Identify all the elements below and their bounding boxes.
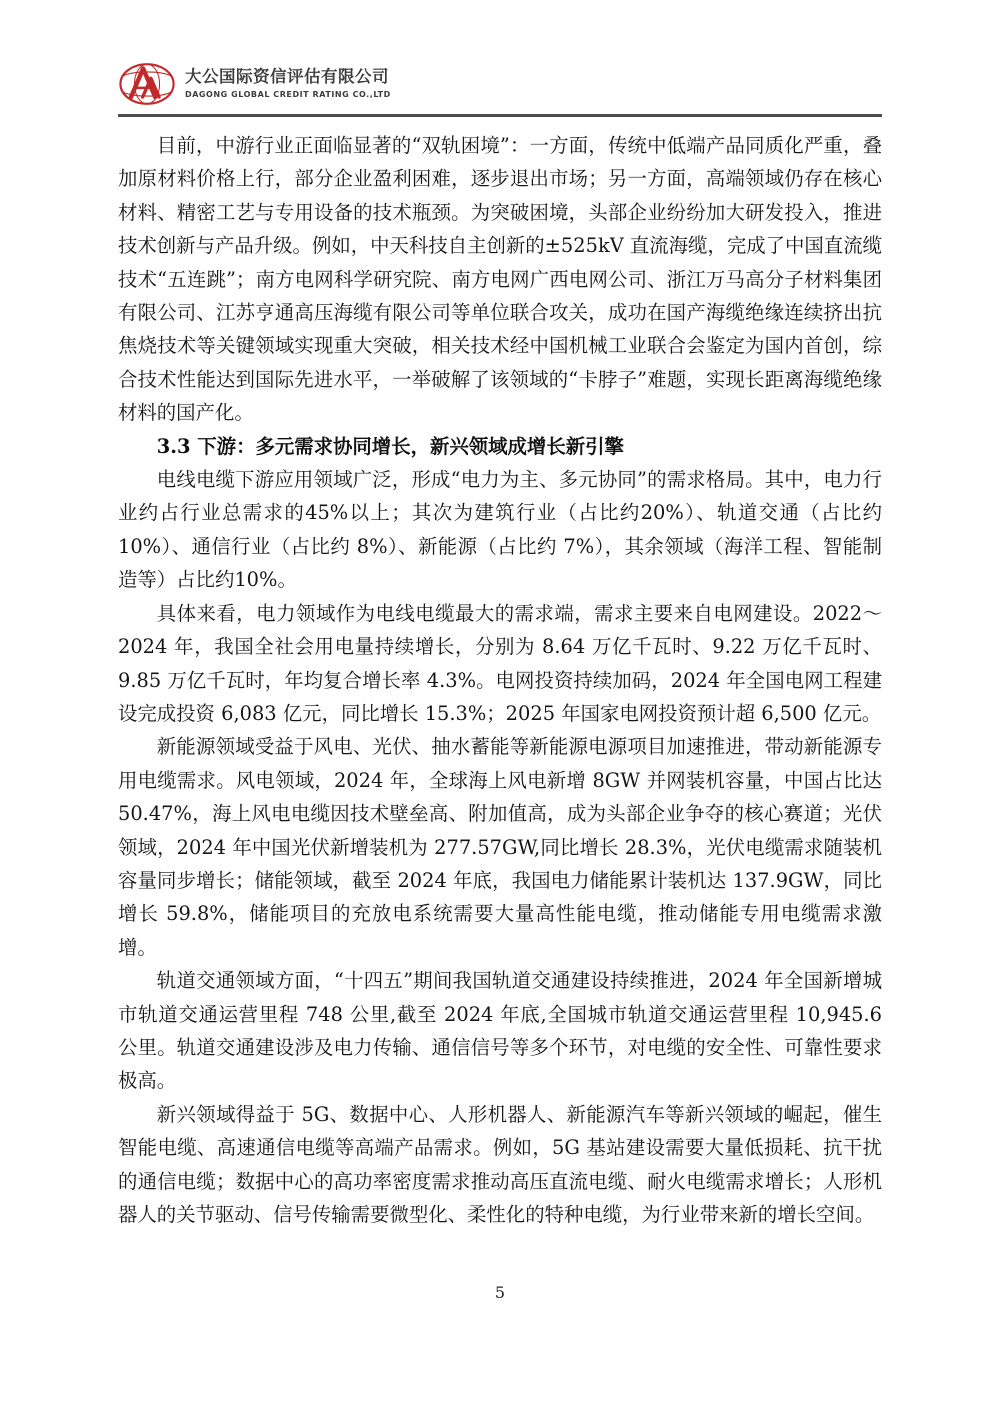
paragraph-power-grid: 具体来看，电力领域作为电线电缆最大的需求端，需求主要来自电网建设。2022～2024 年，我国全社会用电量持续增长，分别为 8.64 万亿千瓦时、9.22 万亿千瓦时、9.85 万亿千瓦时，年均复合增长率 4.3%。电网投资持续加码，2024 年全国电网工程建设完成投资 6,083 亿元，同比增长 15.3%；2025 年国家电网投资预计超 6,500 亿元。	[118, 601, 882, 725]
section-heading-3-3: 3.3 下游：多元需求协同增长，新兴领域成增长新引擎	[156, 434, 624, 458]
document-body	[118, 129, 882, 1231]
letterhead	[118, 60, 882, 117]
dagong-logo-icon	[118, 61, 176, 107]
paragraph-midstream-dilemma: 目前，中游行业正面临显著的“双轨困境”：一方面，传统中低端产品同质化严重，叠加原材料价格上行，部分企业盈利困难，逐步退出市场；另一方面，高端领域仍存在核心材料、精密工艺与专用设备的技术瓶颈。为突破困境，头部企业纷纷加大研发投入，推进技术创新与产品升级。例如，中天科技自主创新的±525kV 直流海缆，完成了中国直流缆技术“五连跳”；南方电网科学研究院、南方电网广西电网公司、浙江万马高分子材料集团有限公司、江苏亨通高压海缆有限公司等单位联合攻关，成功在国产海缆绝缘连续挤出抗焦烧技术等关键领域实现重大突破，相关技术经中国机械工业联合会鉴定为国内首创，综合技术性能达到国际先进水平，一举破解了该领域的“卡脖子”难题，实现长距离海缆绝缘材料的国产化。	[118, 134, 882, 425]
page-footer	[0, 1283, 1000, 1302]
paragraph-rail-transit: 轨道交通领域方面，“十四五”期间我国轨道交通建设持续推进，2024 年全国新增城市轨道交通运营里程 748 公里,截至 2024 年底,全国城市轨道交通运营里程 10,945.6 公里。轨道交通建设涉及电力传输、通信信号等多个环节，对电缆的安全性、可靠性要求极高。	[118, 969, 882, 1093]
company-name-en: DAGONG GLOBAL CREDIT RATING CO.,LTD	[185, 89, 391, 99]
brand-block	[185, 68, 391, 99]
paragraph-emerging-fields: 新兴领域得益于 5G、数据中心、人形机器人、新能源汽车等新兴领域的崛起，催生智能电缆、高速通信电缆等高端产品需求。例如，5G 基站建设需要大量低损耗、抗干扰的通信电缆；数据中心的高功率密度需求推动高压直流电缆、耐火电缆需求增长；人形机器人的关节驱动、信号传输需要微型化、柔性化的特种电缆，为行业带来新的增长空间。	[118, 1102, 882, 1226]
company-name-cn: 大公国际资信评估有限公司	[185, 67, 389, 87]
paragraph-new-energy: 新能源领域受益于风电、光伏、抽水蓄能等新能源电源项目加速推进，带动新能源专用电缆需求。风电领域，2024 年，全球海上风电新增 8GW 并网装机容量，中国占比达 50.47%，海上风电电缆因技术壁垒高、附加值高，成为头部企业争夺的核心赛道；光伏领域，2024 年中国光伏新增装机为 277.57GW,同比增长 28.3%，光伏电缆需求随装机容量同步增长；储能领域，截至 2024 年底，我国电力储能累计装机达 137.9GW，同比增长 59.8%，储能项目的充放电系统需要大量高性能电缆，推动储能专用电缆需求激增。	[118, 735, 882, 959]
paragraph-demand-structure: 电线电缆下游应用领域广泛，形成“电力为主、多元协同”的需求格局。其中，电力行业约占行业总需求的45%以上；其次为建筑行业（占比约20%）、轨道交通（占比约10%）、通信行业（占比约 8%）、新能源（占比约 7%），其余领域（海洋工程、智能制造等）占比约10%。	[118, 468, 882, 592]
page-number: 5	[494, 1283, 506, 1302]
